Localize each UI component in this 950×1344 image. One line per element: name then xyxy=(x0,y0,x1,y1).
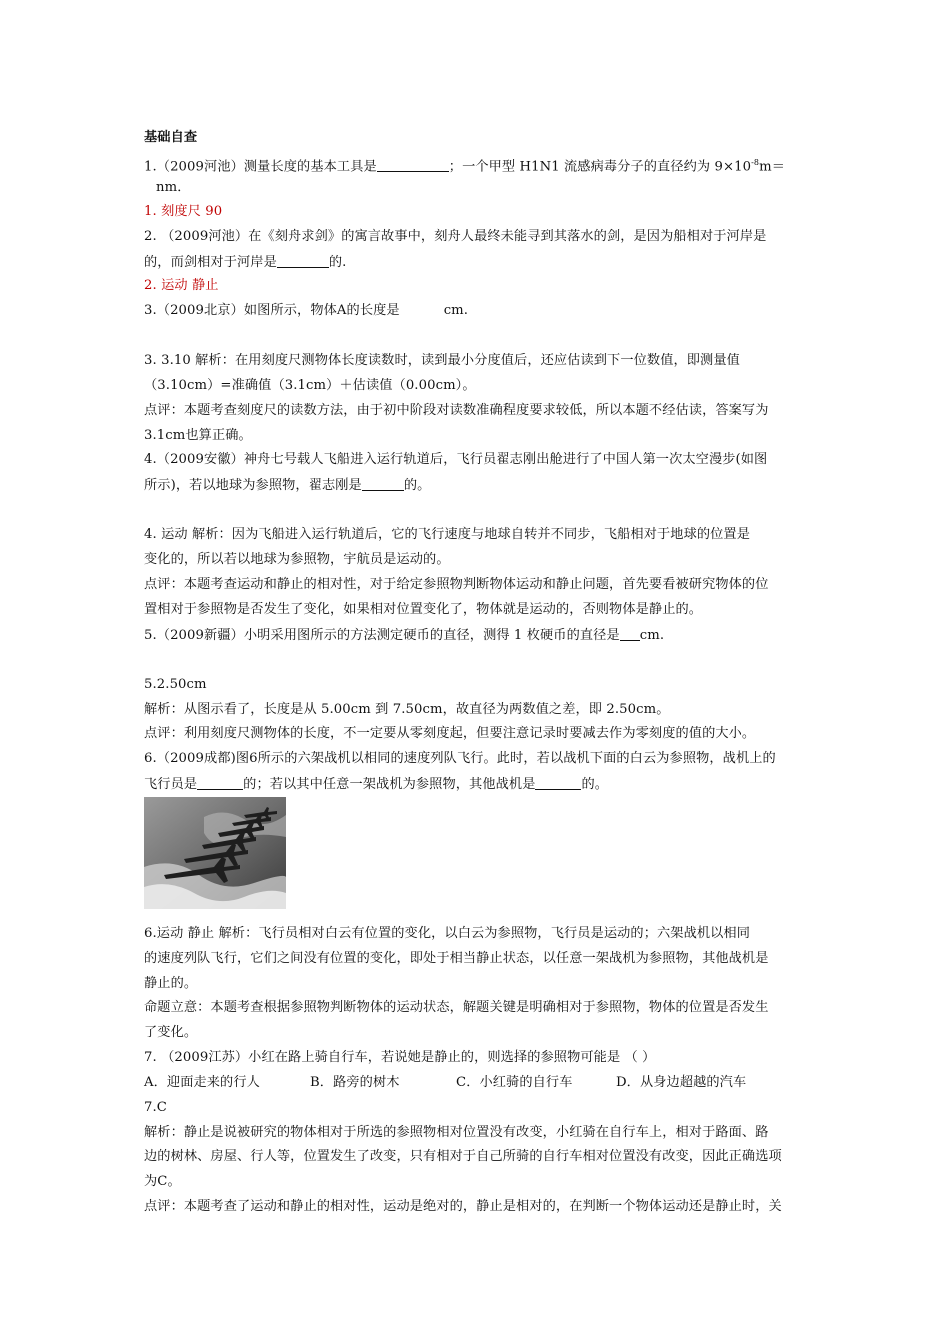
question-2-text-a: 的，而剑相对于河岸是 xyxy=(144,255,277,270)
answer-6-comment: 命题立意：本题考查根据参照物判断物体的运动状态，解题关键是明确相对于参照物，物体的位置是否发生 xyxy=(144,1000,769,1015)
answer-blank xyxy=(362,476,404,491)
answer-6-line-3: 静止的。 xyxy=(144,976,198,991)
answer-blank xyxy=(377,157,449,172)
fighter-jets-photo xyxy=(144,797,286,909)
answer-7: 7.C xyxy=(144,1100,167,1115)
answer-7-line-4: 为C。 xyxy=(144,1174,181,1189)
question-1 xyxy=(144,154,785,176)
question-6: 6.（2009成都)图6所示的六架战机以相同的速度列队飞行。此时，若以战机下面的白云为参照物，战机上的 xyxy=(144,751,776,766)
section-heading: 基础自查 xyxy=(144,130,198,145)
answer-6-comment-line-2: 了变化。 xyxy=(144,1025,198,1040)
option-c: C．小红骑的自行车 xyxy=(456,1075,573,1090)
fighter-jets-illustration xyxy=(144,797,286,909)
answer-blank xyxy=(277,253,329,268)
question-6-text-c: 的。 xyxy=(581,777,609,792)
question-5 xyxy=(144,626,664,645)
answer-4-comment-line-2: 置相对于参照物是否发生了变化，如果相对位置变化了，物体就是运动的，否则物体是静止的。 xyxy=(144,602,703,617)
answer-3-comment: 点评：本题考查刻度尺的读数方法，由于初中阶段对读数准确程度要求较低，所以本题不经估读，答案写为 xyxy=(144,403,769,418)
answer-1: 1. 刻度尺 90 xyxy=(144,204,223,219)
question-5-text-a: 5.（2009新疆）小明采用图所示的方法测定硬币的直径，测得 1 枚硬币的直径是 xyxy=(144,628,620,643)
option-d: D．从身边超越的汽车 xyxy=(616,1075,747,1090)
question-6-text-a: 飞行员是 xyxy=(144,777,198,792)
question-4: 4.（2009安徽）神舟七号载人飞船进入运行轨道后，飞行员翟志刚出舱进行了中国人第一次太空漫步(如图 xyxy=(144,452,768,467)
question-1-line-2: nm． xyxy=(156,180,191,195)
answer-5-comment: 点评：利用刻度尺测物体的长度，不一定要从零刻度起，但要注意记录时要减去作为零刻度的值的大小。 xyxy=(144,726,756,741)
answer-3-comment-line-2: 3.1cm也算正确。 xyxy=(144,428,252,443)
option-a: A．迎面走来的行人 xyxy=(144,1075,260,1090)
answer-7-line-3: 边的树林、房屋、行人等，位置发生了改变，只有相对于自己所骑的自行车相对位置没有改变，因此正确选项 xyxy=(144,1149,782,1164)
answer-4-comment: 点评：本题考查运动和静止的相对性，对于给定参照物判断物体运动和静止问题，首先要看被研究物体的位 xyxy=(144,577,769,592)
question-2-line-2 xyxy=(144,253,346,272)
question-4-text-b: 的。 xyxy=(403,478,431,493)
question-3-text-b: cm. xyxy=(443,303,469,318)
exponent: -8 xyxy=(751,158,760,167)
question-3-text-a: 3.（2009北京）如图所示，物体A的长度是 xyxy=(144,303,400,318)
answer-blank xyxy=(620,626,640,641)
answer-4-line-2: 变化的，所以若以地球为参照物，宇航员是运动的。 xyxy=(144,552,450,567)
option-b: B．路旁的树木 xyxy=(310,1075,400,1090)
question-4-line-2 xyxy=(144,476,430,495)
question-1-text-c: m＝ xyxy=(759,159,786,175)
answer-6-line-2: 的速度列队飞行，它们之间没有位置的变化，即处于相当静止状态，以任意一架战机为参照物，其他战机是 xyxy=(144,951,769,966)
answer-blank xyxy=(197,775,243,790)
answer-7-line-2: 解析：静止是说被研究的物体相对于所选的参照物相对位置没有改变，小红骑在自行车上，相对于路面、路 xyxy=(144,1125,769,1140)
question-7-options xyxy=(144,1074,746,1092)
question-4-text-a: 所示)，若以地球为参照物，翟志刚是 xyxy=(144,478,362,493)
question-3 xyxy=(144,302,468,320)
question-6-text-b: 的；若以其中任意一架战机为参照物，其他战机是 xyxy=(243,777,536,792)
question-1-text-b: ；一个甲型 H1N1 流感病毒分子的直径约为 9×10 xyxy=(448,159,752,175)
answer-7-comment: 点评：本题考查了运动和静止的相对性，运动是绝对的，静止是相对的，在判断一个物体运动还是静止时，关 xyxy=(144,1199,782,1214)
answer-2: 2. 运动 静止 xyxy=(144,278,219,293)
answer-4: 4. 运动 解析：因为飞船进入运行轨道后，它的飞行速度与地球自转并不同步，飞船相对于地球的位置是 xyxy=(144,527,751,542)
question-7: 7. （2009江苏）小红在路上骑自行车，若说她是静止的，则选择的参照物可能是 （ ） xyxy=(144,1050,656,1065)
answer-5: 5.2.50cm xyxy=(144,677,207,692)
question-6-line-2 xyxy=(144,775,608,794)
answer-6: 6.运动 静止 解析：飞行员相对白云有位置的变化，以白云为参照物，飞行员是运动的；六架战机以相同 xyxy=(144,926,751,941)
question-2: 2. （2009河池）在《刻舟求剑》的寓言故事中，刻舟人最终未能寻到其落水的剑，是因为船相对于河岸是 xyxy=(144,229,767,244)
question-5-text-b: cm. xyxy=(639,628,665,643)
question-2-text-b: 的. xyxy=(328,255,347,270)
answer-blank xyxy=(535,775,581,790)
answer-3-line-2: （3.10cm）=准确值（3.1cm）＋估读值（0.00cm）。 xyxy=(144,378,476,393)
answer-5-line-2: 解析：从图示看了，长度是从 5.00cm 到 7.50cm，故直径为两数值之差，即 2.50cm。 xyxy=(144,702,670,717)
answer-3: 3. 3.10 解析：在用刻度尺测物体长度读数时，读到最小分度值后，还应估读到下一位数值，即测量值 xyxy=(144,353,740,368)
question-1-text-a: 1.（2009河池）测量长度的基本工具是 xyxy=(144,159,377,175)
